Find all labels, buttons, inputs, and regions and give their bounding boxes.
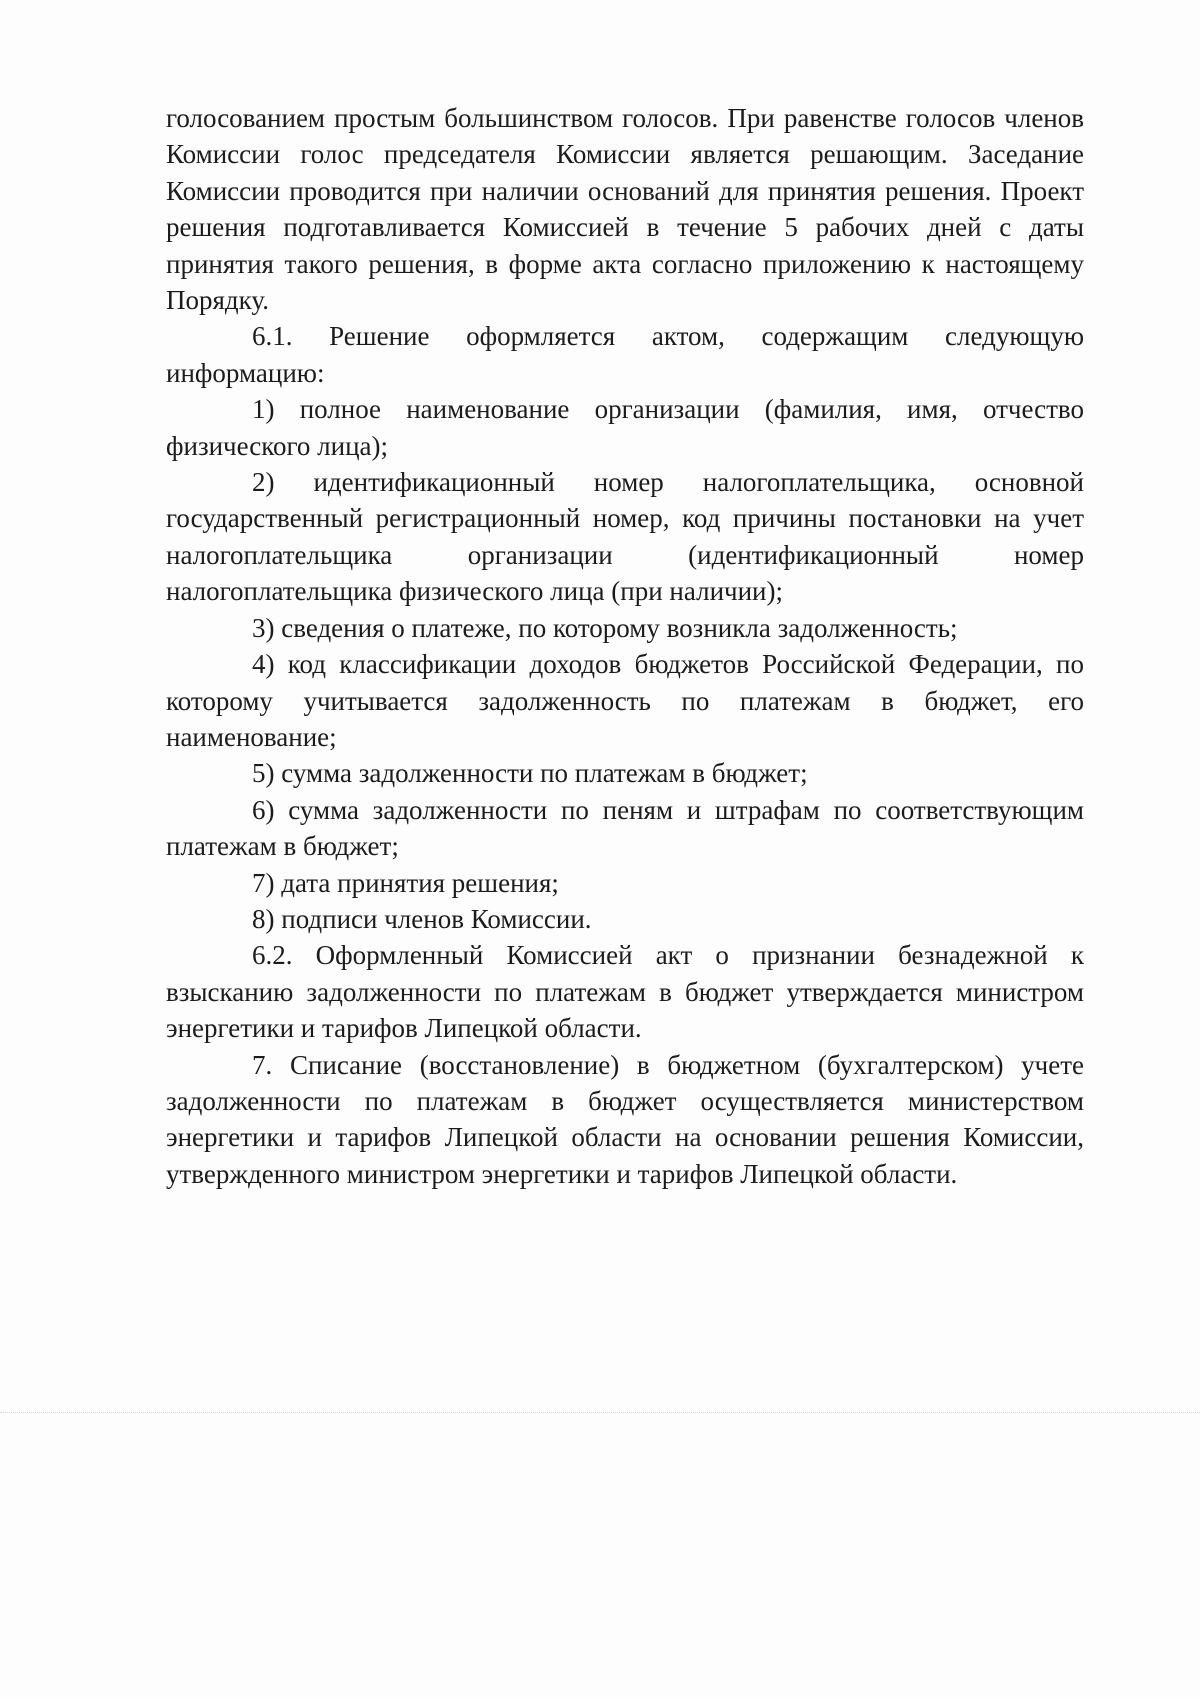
paragraph-6-1: 6.1. Решение оформляется актом, содержащим следующую информацию: bbox=[166, 321, 1084, 388]
list-item-2: 2) идентификационный номер налогоплательщика, основной государственный регистрационный номер, код причины постановки на учет налогоплательщика организации (идентификационный номер налогоплательщика физического лица (при наличии); bbox=[166, 467, 1084, 607]
list-item-6: 6) сумма задолженности по пеням и штрафам по соответствующим платежам в бюджет; bbox=[166, 794, 1084, 862]
list-item-4: 4) код классификации доходов бюджетов Российской Федерации, по которому учитывается задолженность по платежам в бюджет, его наименование; bbox=[166, 649, 1084, 752]
document-body bbox=[166, 100, 1084, 1192]
list-item-1: 1) полное наименование организации (фамилия, имя, отчество физического лица); bbox=[166, 394, 1084, 461]
list-item-5: 5) сумма задолженности по платежам в бюджет; bbox=[252, 758, 808, 789]
paragraph-voting: голосованием простым большинством голосов. При равенстве голосов членов Комиссии голос председателя Комиссии является решающим. Заседание Комиссии проводится при наличии оснований для принятия решения. Проект решения подготавливается Комиссией в течение 5 рабочих дней с даты принятия такого решения, в форме акта согласно приложению к настоящему Порядку. bbox=[166, 103, 1084, 316]
scan-divider bbox=[0, 1412, 1200, 1413]
list-item-8: 8) подписи членов Комиссии. bbox=[252, 903, 592, 934]
paragraph-7: 7. Списание (восстановление) в бюджетном (бухгалтерском) учете задолженности по платежам в бюджет осуществляется министерством энергетики и тарифов Липецкой области на основании решения Комиссии, утвержденного министром энергетики и тарифов Липецкой области. bbox=[166, 1049, 1084, 1189]
list-item-3: 3) сведения о платеже, по которому возникла задолженность; bbox=[252, 612, 958, 643]
paragraph-6-2: 6.2. Оформленный Комиссией акт о признании безнадежной к взысканию задолженности по платежам в бюджет утверждается министром энергетики и тарифов Липецкой области. bbox=[166, 940, 1084, 1044]
list-item-7: 7) дата принятия решения; bbox=[252, 867, 559, 898]
